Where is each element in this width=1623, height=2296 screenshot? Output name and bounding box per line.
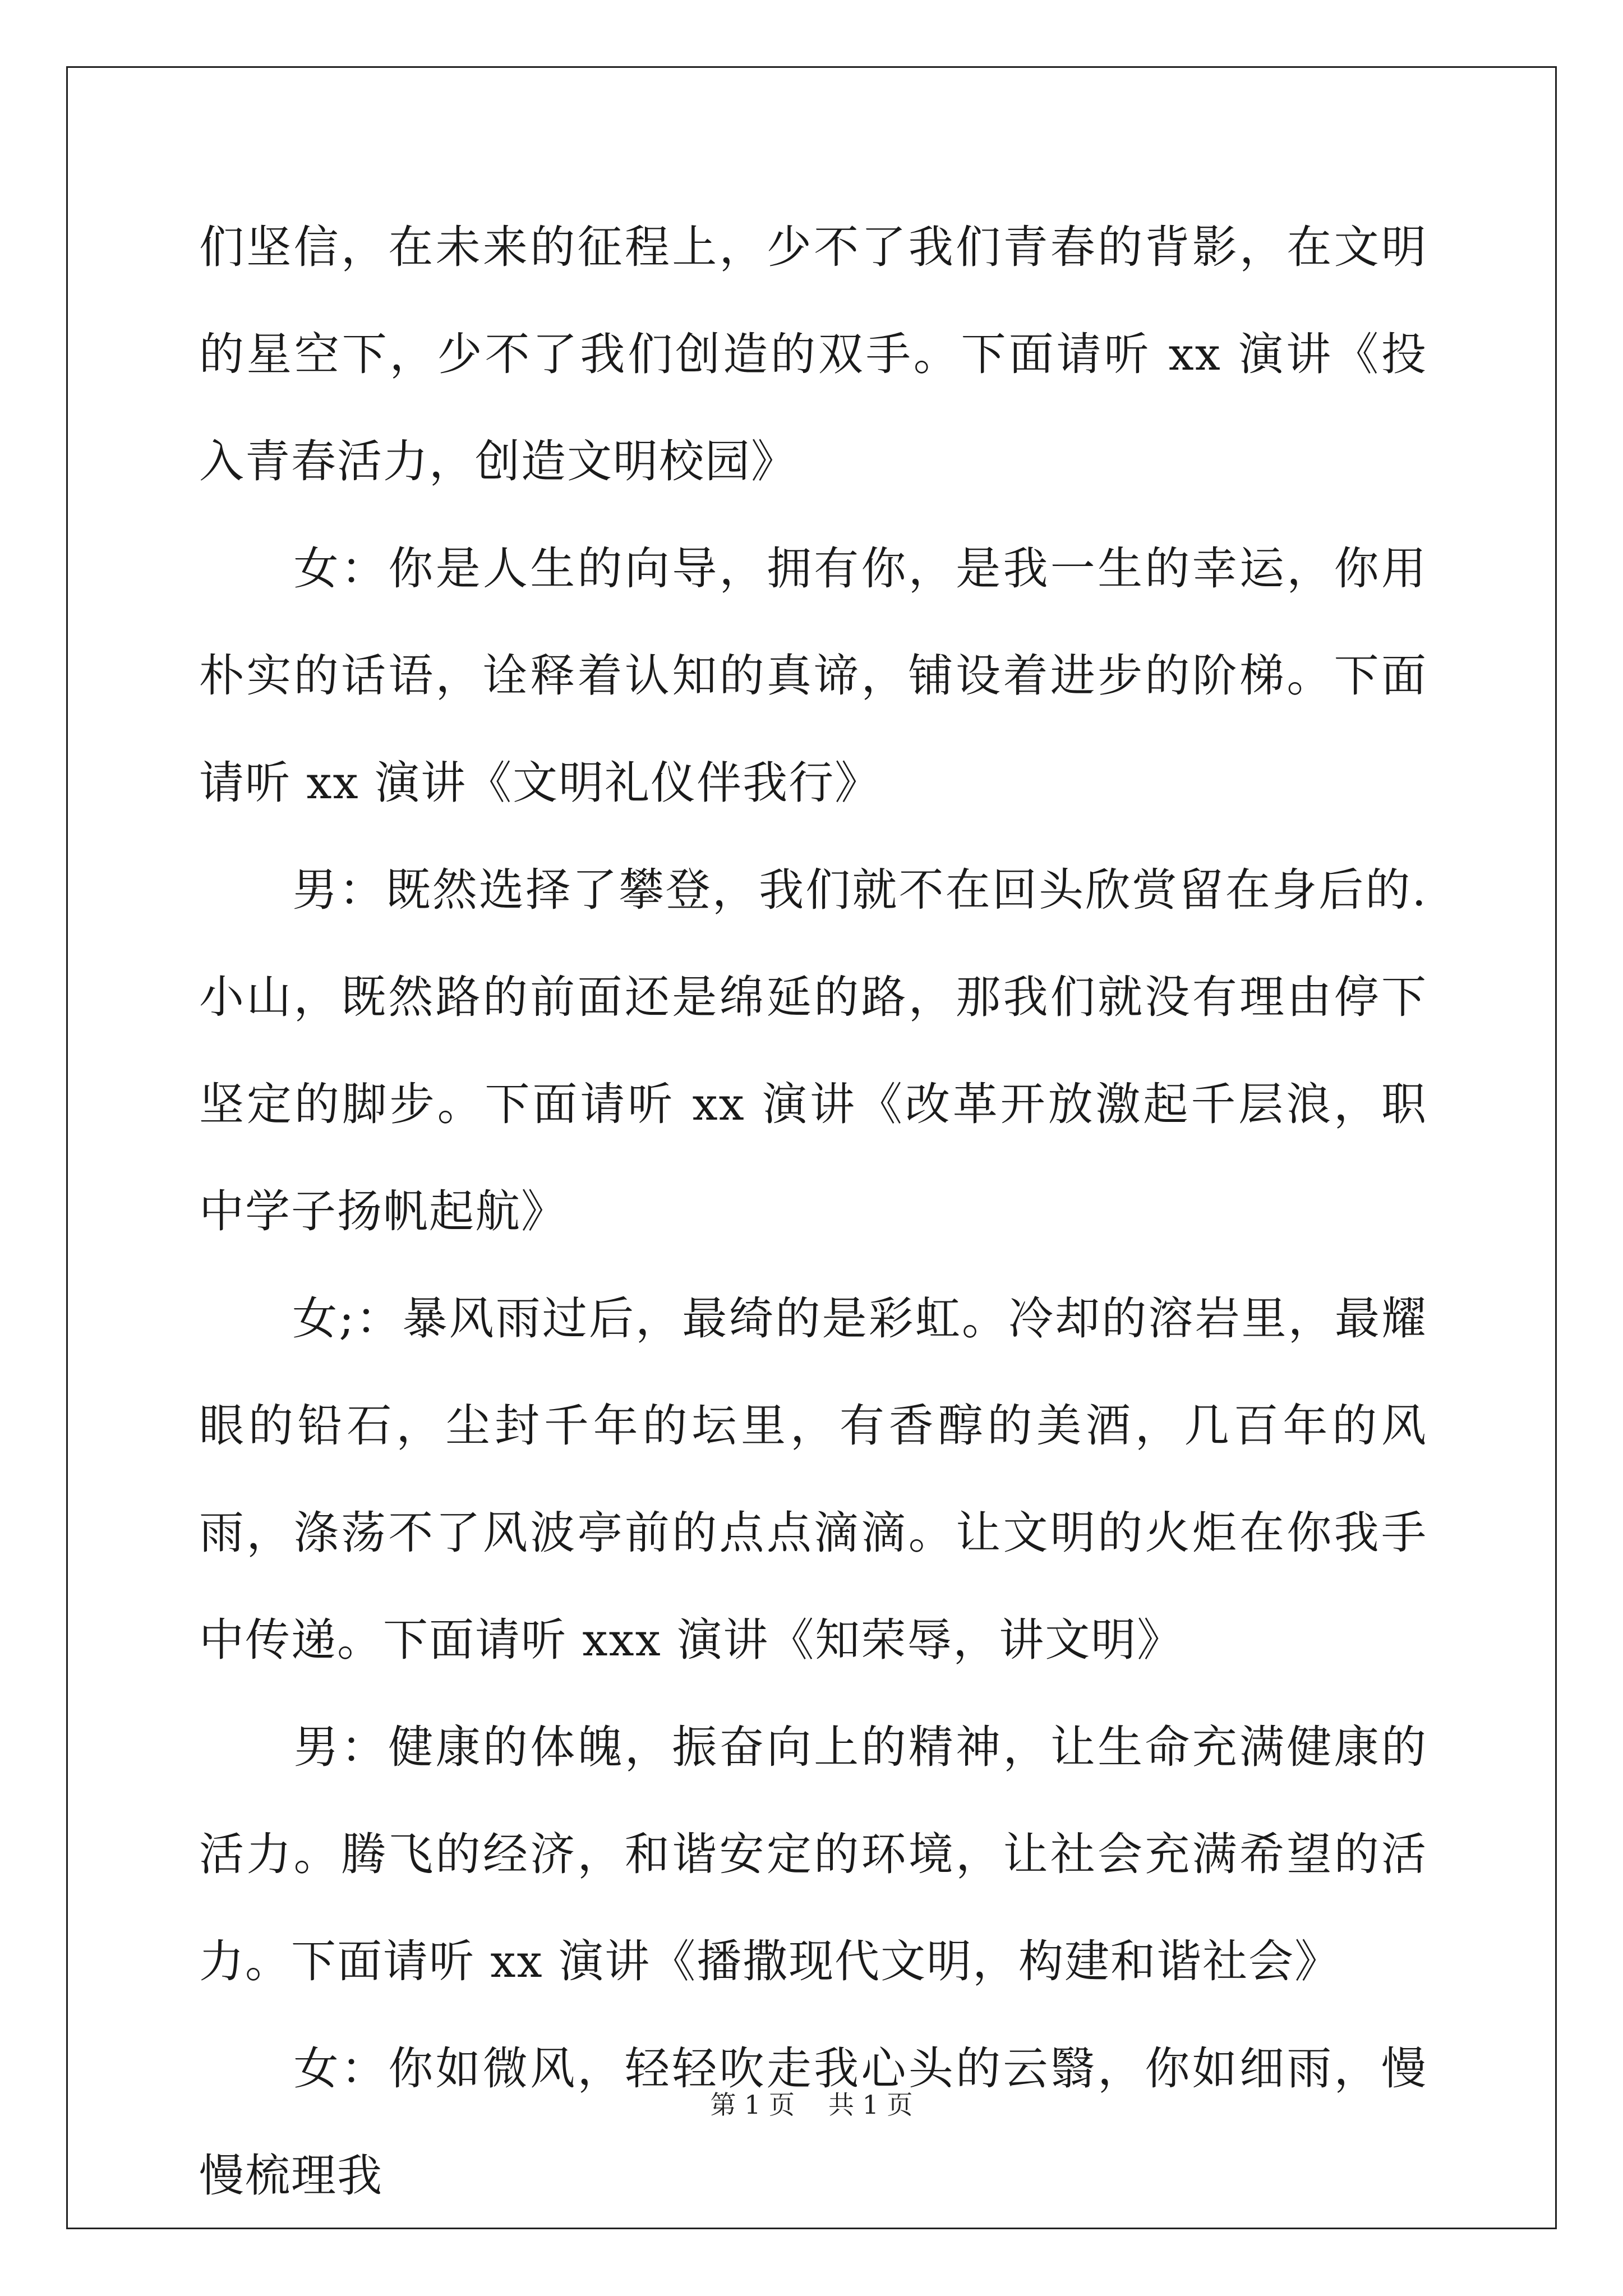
- document-body: [199, 194, 1427, 2229]
- paragraph-2: 女：你是人生的向导，拥有你，是我一生的幸运，你用朴实的话语，诠释着认知的真谛，铺设着进步的阶梯。下面请听 xx 演讲《文明礼仪伴我行》: [199, 542, 1427, 809]
- paragraph-3: 男：既然选择了攀登，我们就不在回头欣赏留在身后的.小山，既然路的前面还是绵延的路，那我们就没有理由停下坚定的脚步。下面请听 xx 演讲《改革开放激起千层浪，职中学子扬帆起航》: [199, 864, 1427, 1237]
- paragraph-5: 男：健康的体魄，振奋向上的精神，让生命充满健康的活力。腾飞的经济，和谐安定的环境，让社会充满希望的活力。下面请听 xx 演讲《播撒现代文明，构建和谐社会》: [199, 1721, 1427, 1987]
- page-number: 第 1 页: [710, 2090, 795, 2120]
- paragraph-1: 们坚信，在未来的征程上，少不了我们青春的背影，在文明的星空下，少不了我们创造的双手。下面请听 xx 演讲《投入青春活力，创造文明校园》: [199, 221, 1427, 487]
- page-footer: [0, 2088, 1623, 2122]
- paragraph-6: 女：你如微风，轻轻吹走我心头的云翳，你如细雨，慢慢梳理我: [199, 2042, 1427, 2202]
- page-total: 共 1 页: [828, 2090, 913, 2120]
- paragraph-4: 女;：暴风雨过后，最绮的是彩虹。冷却的溶岩里，最耀眼的铅石，尘封千年的坛里，有香醇的美酒，几百年的风雨，涤荡不了风波亭前的点点滴滴。让文明的火炬在你我手中传递。下面请听 xxx 演讲《知荣辱，讲文明》: [199, 1292, 1427, 1666]
